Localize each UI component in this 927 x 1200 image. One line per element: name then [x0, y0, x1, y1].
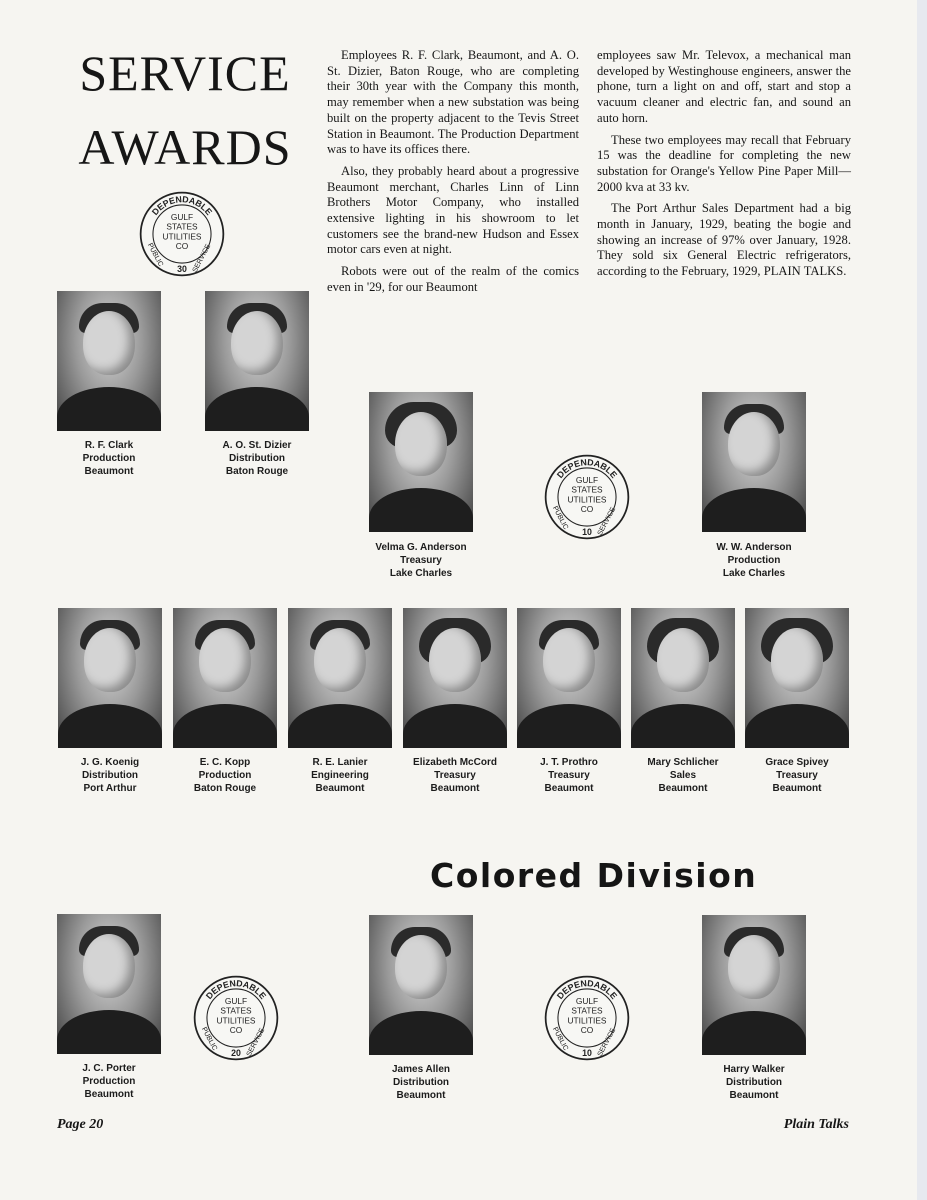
seal-line: UTILITIES	[567, 494, 607, 505]
portrait-photo	[702, 915, 806, 1055]
article-paragraph: Also, they probably heard about a progressive Beaumont merchant, Charles Linn of Linn Brothers Motor Company, who installed extensive lighting in his showroom to let customers see the brand-new Hudson and Essex motor cars even at night.	[327, 163, 579, 257]
employee-name: E. C. Kopp	[199, 757, 251, 768]
seal-line: CO	[580, 1024, 594, 1035]
seal-right-text: SERVICE	[191, 243, 213, 274]
article-paragraph: employees saw Mr. Televox, a mechanical man developed by Westinghouse engineers, answer the phone, turn a light on and off, start and stop a vacuum cleaner and electric fan, and sound an auto horn.	[597, 48, 851, 125]
seal-right-text: SERVICE	[596, 1027, 618, 1058]
portrait-photo	[517, 608, 621, 748]
portrait-photo	[57, 291, 161, 431]
seal-line: UTILITIES	[216, 1015, 256, 1026]
seal-line: STATES	[166, 221, 198, 232]
employee-department: Distribution	[228, 453, 286, 464]
portrait-photo	[173, 608, 277, 748]
seal-left-text: PUBLIC	[145, 242, 165, 268]
title-service: SERVICE	[79, 45, 291, 101]
portrait-photo	[205, 291, 309, 431]
employee-department: Production	[198, 770, 252, 781]
employee-name: R. E. Lanier	[312, 757, 368, 768]
seal-years: 20	[231, 1047, 241, 1058]
seal-line: UTILITIES	[162, 231, 202, 242]
seal-years: 10	[582, 1047, 592, 1058]
seal-line: GULF	[575, 474, 599, 485]
employee-caption	[679, 541, 829, 580]
article-paragraph: Employees R. F. Clark, Beaumont, and A. O. St. Dizier, Baton Rouge, who are completing their 30th year with the Company this month, may remember when a new substation was being built on the property adjacent to the Tevis Street Station in Beaumont. The Production Department was to have its offices there.	[327, 48, 579, 157]
employee-location: Beaumont	[84, 1089, 134, 1100]
gsu-30-year-seal	[138, 190, 226, 278]
seal-right-text: SERVICE	[245, 1027, 267, 1058]
gsu-20-year-seal	[192, 974, 280, 1062]
employee-location: Lake Charles	[722, 568, 786, 579]
seal-left-text: PUBLIC	[550, 1026, 570, 1052]
employee-location: Beaumont	[315, 783, 365, 794]
employee-name: James Allen	[392, 1064, 450, 1075]
employee-caption	[182, 439, 332, 478]
portrait-photo	[631, 608, 735, 748]
gsu-10-year-seal	[543, 974, 631, 1062]
seal-years: 30	[177, 263, 187, 274]
employee-department: Distribution	[725, 1077, 783, 1088]
employee-location: Beaumont	[396, 1090, 446, 1101]
section-heading: Colored Division	[430, 856, 758, 895]
seal-left-text: PUBLIC	[550, 505, 570, 531]
gsu-10-year-seal	[543, 453, 631, 541]
employee-name: J. G. Koenig	[80, 757, 140, 768]
employee-department: Engineering	[311, 770, 369, 781]
employee-department: Production	[82, 453, 136, 464]
seal-line: GULF	[575, 995, 599, 1006]
page-edge	[917, 0, 927, 1200]
employee-caption	[346, 541, 496, 580]
employee-location: Beaumont	[729, 1090, 779, 1101]
seal-top-text: DEPENDABLE	[149, 194, 215, 218]
seal-line: CO	[175, 240, 189, 251]
seal-line: UTILITIES	[567, 1015, 607, 1026]
publication-name: Plain Talks	[783, 1117, 849, 1132]
portrait-photo	[403, 608, 507, 748]
portrait-photo	[702, 392, 806, 532]
seal-top-text: DEPENDABLE	[554, 978, 620, 1002]
seal-years: 10	[582, 526, 592, 537]
employee-department: Production	[82, 1076, 136, 1087]
seal-line: GULF	[224, 995, 248, 1006]
employee-department: Treasury	[548, 770, 590, 781]
portrait-photo	[288, 608, 392, 748]
employee-name: W. W. Anderson	[716, 542, 792, 553]
employee-location: Beaumont	[658, 783, 708, 794]
employee-name: J. C. Porter	[82, 1063, 136, 1074]
title-awards: AWARDS	[78, 119, 292, 175]
employee-name: Elizabeth McCord	[413, 757, 497, 768]
employee-department: Sales	[669, 770, 697, 781]
article-paragraph: Robots were out of the realm of the comics even in '29, for our Beaumont	[327, 264, 579, 294]
employee-name: Harry Walker	[723, 1064, 785, 1075]
employee-caption	[346, 1063, 496, 1102]
employee-department: Distribution	[81, 770, 139, 781]
page-number: Page 20	[57, 1117, 104, 1132]
employee-name: J. T. Prothro	[540, 757, 598, 768]
employee-name: A. O. St. Dizier	[222, 440, 292, 451]
employee-name: R. F. Clark	[84, 440, 134, 451]
seal-top-text: DEPENDABLE	[554, 457, 620, 481]
portrait-photo	[369, 392, 473, 532]
employee-location: Lake Charles	[389, 568, 453, 579]
employee-caption	[34, 1062, 184, 1101]
seal-left-text: PUBLIC	[199, 1026, 219, 1052]
employee-department: Treasury	[400, 555, 442, 566]
employee-location: Port Arthur	[83, 783, 137, 794]
employee-location: Baton Rouge	[193, 783, 257, 794]
employee-location: Beaumont	[430, 783, 480, 794]
article-column-2	[597, 48, 851, 286]
seal-line: GULF	[170, 211, 194, 222]
employee-location: Beaumont	[544, 783, 594, 794]
employee-location: Beaumont	[84, 466, 134, 477]
seal-top-text: DEPENDABLE	[203, 978, 269, 1002]
seal-right-text: SERVICE	[596, 506, 618, 537]
employee-caption	[679, 1063, 829, 1102]
seal-line: CO	[580, 503, 594, 514]
employee-location: Beaumont	[772, 783, 822, 794]
employee-name: Grace Spivey	[765, 757, 829, 768]
employee-caption	[722, 756, 872, 795]
employee-department: Treasury	[776, 770, 818, 781]
employee-department: Production	[727, 555, 781, 566]
portrait-photo	[745, 608, 849, 748]
seal-line: STATES	[571, 1005, 603, 1016]
employee-name: Velma G. Anderson	[375, 542, 467, 553]
portrait-photo	[369, 915, 473, 1055]
employee-location: Baton Rouge	[225, 466, 289, 477]
portrait-photo	[58, 608, 162, 748]
article-paragraph: The Port Arthur Sales Department had a big month in January, 1929, beating the bogie and showing an increase of 97% over January, 1928. They sold six General Electric refrigerators, according to the February, 1929, PLAIN TALKS.	[597, 201, 851, 279]
employee-name: Mary Schlicher	[647, 757, 719, 768]
seal-line: STATES	[220, 1005, 252, 1016]
employee-caption	[34, 439, 184, 478]
article-paragraph: These two employees may recall that February 15 was the deadline for completing the new substation for Orange's Yellow Pine Paper Mill—2000 kva at 33 kv.	[597, 132, 851, 194]
article-column-1	[327, 48, 579, 302]
employee-department: Treasury	[434, 770, 476, 781]
portrait-photo	[57, 914, 161, 1054]
employee-department: Distribution	[392, 1077, 450, 1088]
seal-line: STATES	[571, 484, 603, 495]
seal-line: CO	[229, 1024, 243, 1035]
